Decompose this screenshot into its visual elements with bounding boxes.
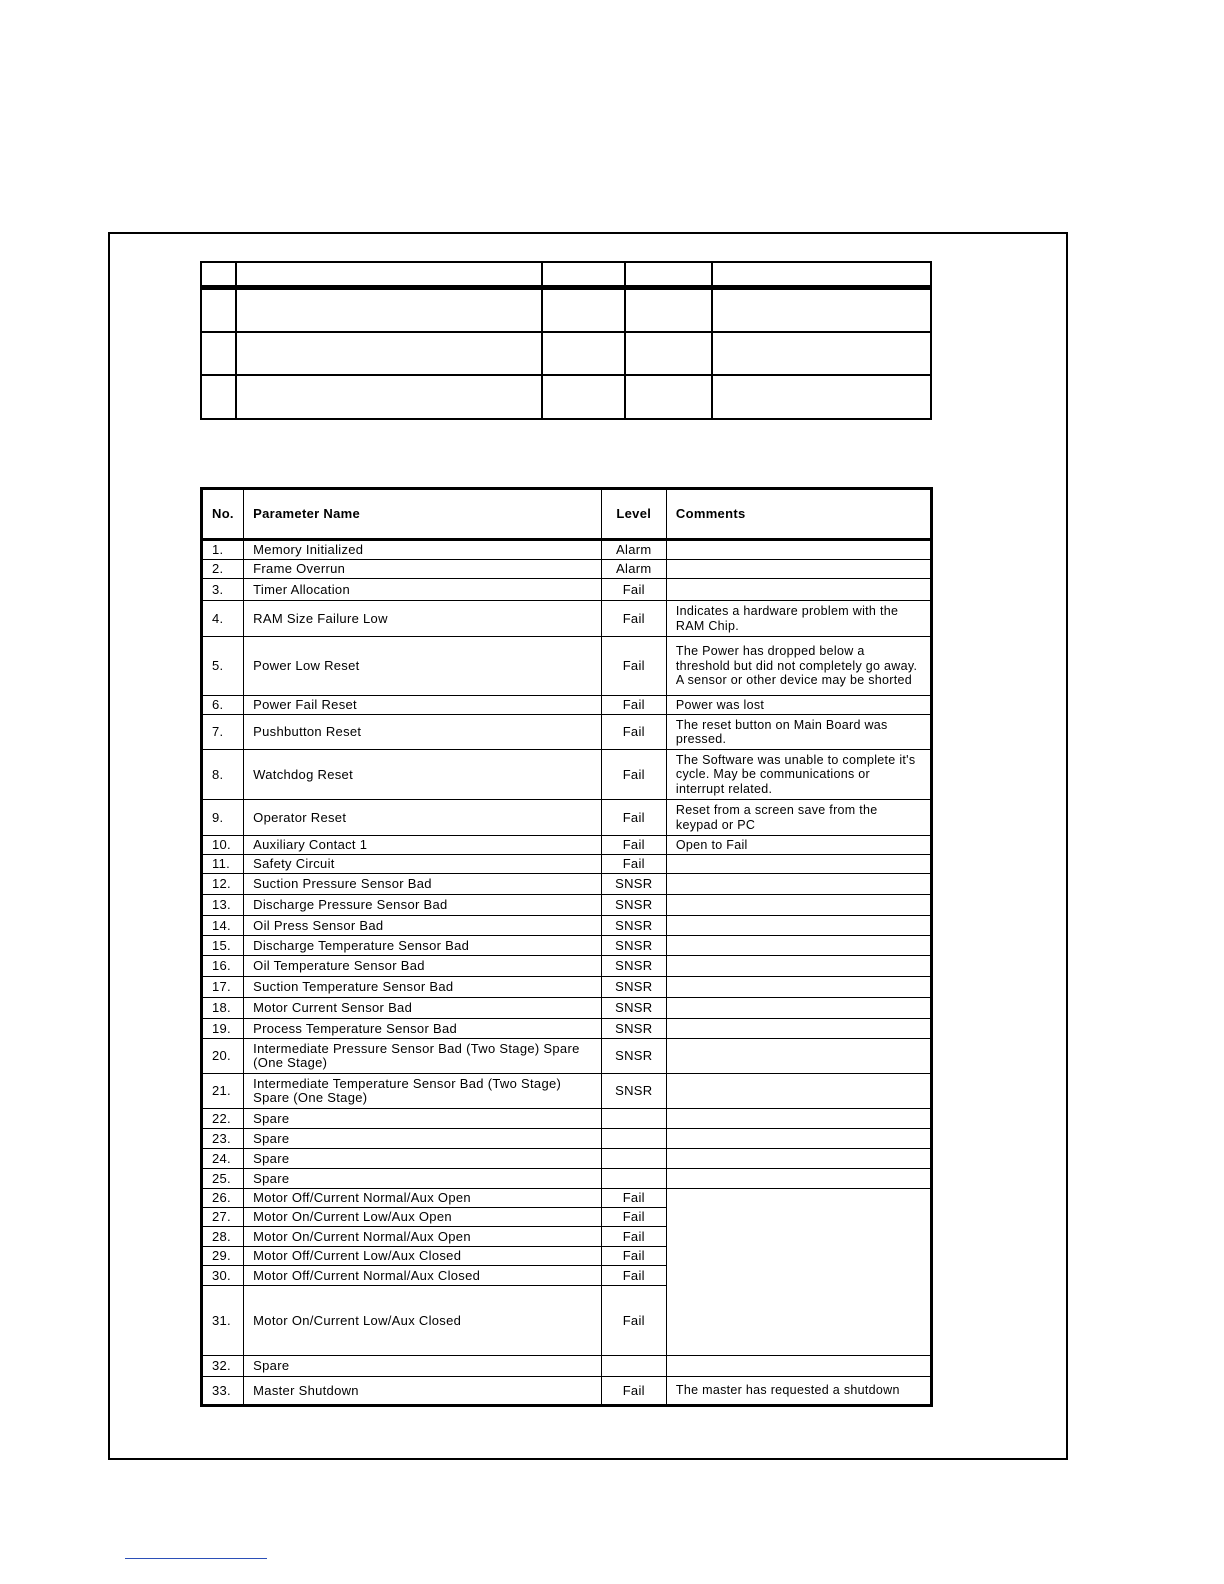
- row-level: [601, 1129, 666, 1149]
- row-no: 32.: [202, 1356, 244, 1377]
- row-level: SNSR: [601, 895, 666, 916]
- row-no: 10.: [202, 836, 244, 855]
- row-name: Suction Pressure Sensor Bad: [244, 874, 601, 895]
- row-level: SNSR: [601, 1019, 666, 1039]
- row-level: SNSR: [601, 1039, 666, 1074]
- row-name: Safety Circuit: [244, 855, 601, 874]
- row-comment: [666, 1356, 931, 1377]
- row-comment: [666, 1109, 931, 1129]
- table-row: [202, 1129, 932, 1149]
- row-name: Motor Off/Current Low/Aux Closed: [244, 1247, 601, 1266]
- row-name: Intermediate Temperature Sensor Bad (Two Stage) Spare (One Stage): [244, 1074, 601, 1109]
- table-row: [202, 601, 932, 637]
- row-comment: [666, 1129, 931, 1149]
- row-level: Fail: [601, 800, 666, 836]
- row-comment: [666, 977, 931, 998]
- row-name: Auxiliary Contact 1: [244, 836, 601, 855]
- row-no: 26.: [202, 1189, 244, 1208]
- row-level: Fail: [601, 1266, 666, 1286]
- row-comment: [666, 540, 931, 560]
- row-no: 22.: [202, 1109, 244, 1129]
- row-no: 3.: [202, 579, 244, 601]
- row-comment: [666, 874, 931, 895]
- row-no: 31.: [202, 1286, 244, 1356]
- row-no: 1.: [202, 540, 244, 560]
- row-level: Fail: [601, 715, 666, 750]
- row-name: Pushbutton Reset: [244, 715, 601, 750]
- row-comment: [666, 895, 931, 916]
- table-row: [202, 1189, 932, 1208]
- row-comment: The reset button on Main Board was pressed.: [666, 715, 931, 750]
- row-name: Suction Temperature Sensor Bad: [244, 977, 601, 998]
- row-level: SNSR: [601, 916, 666, 936]
- row-comment: [666, 998, 931, 1019]
- table-row: [202, 1019, 932, 1039]
- row-name: Oil Press Sensor Bad: [244, 916, 601, 936]
- row-level: Fail: [601, 696, 666, 715]
- row-no: 6.: [202, 696, 244, 715]
- row-name: Spare: [244, 1129, 601, 1149]
- table-row: [202, 560, 932, 579]
- row-name: Oil Temperature Sensor Bad: [244, 956, 601, 977]
- row-no: 27.: [202, 1208, 244, 1227]
- row-level: Fail: [601, 836, 666, 855]
- row-name: Discharge Temperature Sensor Bad: [244, 936, 601, 956]
- row-name: Power Low Reset: [244, 637, 601, 696]
- row-name: Spare: [244, 1356, 601, 1377]
- row-comment: The master has requested a shutdown: [666, 1377, 931, 1406]
- row-comment: [666, 1039, 931, 1074]
- table-row: [202, 1074, 932, 1109]
- row-level: Fail: [601, 1247, 666, 1266]
- row-name: Operator Reset: [244, 800, 601, 836]
- row-level: SNSR: [601, 874, 666, 895]
- table-row: [202, 1377, 932, 1406]
- row-level: Fail: [601, 1286, 666, 1356]
- row-name: RAM Size Failure Low: [244, 601, 601, 637]
- row-name: Spare: [244, 1109, 601, 1129]
- row-no: 5.: [202, 637, 244, 696]
- row-name: Motor On/Current Normal/Aux Open: [244, 1227, 601, 1247]
- table-header-row: [202, 489, 932, 540]
- row-no: 4.: [202, 601, 244, 637]
- table-row: [202, 916, 932, 936]
- row-comment: The Software was unable to complete it's cycle. May be communications or interrupt related.: [666, 750, 931, 800]
- row-level: Fail: [601, 1227, 666, 1247]
- row-name: Memory Initialized: [244, 540, 601, 560]
- row-level: Fail: [601, 1377, 666, 1406]
- row-name: Process Temperature Sensor Bad: [244, 1019, 601, 1039]
- row-name: Frame Overrun: [244, 560, 601, 579]
- row-name: Motor On/Current Low/Aux Open: [244, 1208, 601, 1227]
- row-no: 11.: [202, 855, 244, 874]
- header-comments: Comments: [666, 489, 931, 540]
- row-no: 33.: [202, 1377, 244, 1406]
- table-row: [202, 855, 932, 874]
- row-no: 14.: [202, 916, 244, 936]
- row-no: 8.: [202, 750, 244, 800]
- row-level: [601, 1149, 666, 1169]
- row-name: Intermediate Pressure Sensor Bad (Two Stage) Spare (One Stage): [244, 1039, 601, 1074]
- row-no: 29.: [202, 1247, 244, 1266]
- table-row: [202, 1109, 932, 1129]
- table-row: [202, 998, 932, 1019]
- row-no: 23.: [202, 1129, 244, 1149]
- row-no: 25.: [202, 1169, 244, 1189]
- header-level: Level: [601, 489, 666, 540]
- table-row: [202, 540, 932, 560]
- table-row: [202, 1149, 932, 1169]
- empty-header-table: [200, 261, 932, 420]
- row-no: 12.: [202, 874, 244, 895]
- parameter-table: [200, 487, 933, 1407]
- row-name: Discharge Pressure Sensor Bad: [244, 895, 601, 916]
- footer-link-underline[interactable]: [125, 1558, 267, 1559]
- row-no: 18.: [202, 998, 244, 1019]
- row-name: Watchdog Reset: [244, 750, 601, 800]
- row-level: Fail: [601, 637, 666, 696]
- row-level: [601, 1169, 666, 1189]
- row-name: Motor Off/Current Normal/Aux Open: [244, 1189, 601, 1208]
- row-comment: [666, 1019, 931, 1039]
- row-no: 16.: [202, 956, 244, 977]
- row-no: 9.: [202, 800, 244, 836]
- row-name: Motor On/Current Low/Aux Closed: [244, 1286, 601, 1356]
- table-row: [202, 977, 932, 998]
- row-comment: [666, 560, 931, 579]
- header-parameter-name: Parameter Name: [244, 489, 601, 540]
- row-name: Spare: [244, 1169, 601, 1189]
- row-no: 7.: [202, 715, 244, 750]
- row-level: SNSR: [601, 936, 666, 956]
- row-name: Spare: [244, 1149, 601, 1169]
- table-row: [202, 696, 932, 715]
- table-row: [202, 836, 932, 855]
- table-row: [202, 895, 932, 916]
- row-level: [601, 1356, 666, 1377]
- row-level: SNSR: [601, 1074, 666, 1109]
- row-level: Fail: [601, 1208, 666, 1227]
- row-level: SNSR: [601, 977, 666, 998]
- table-row: [202, 1356, 932, 1377]
- row-comment: [666, 936, 931, 956]
- row-name: Power Fail Reset: [244, 696, 601, 715]
- row-level: [601, 1109, 666, 1129]
- row-level: SNSR: [601, 956, 666, 977]
- row-no: 28.: [202, 1227, 244, 1247]
- row-name: Timer Allocation: [244, 579, 601, 601]
- row-comment: [666, 1149, 931, 1169]
- row-comment-merged: [666, 1189, 931, 1356]
- row-comment: Indicates a hardware problem with the RAM Chip.: [666, 601, 931, 637]
- row-comment: The Power has dropped below a threshold but did not completely go away. A sensor or other device may be shorted: [666, 637, 931, 696]
- row-name: Master Shutdown: [244, 1377, 601, 1406]
- row-no: 15.: [202, 936, 244, 956]
- table-row: [202, 1039, 932, 1074]
- row-name: Motor Current Sensor Bad: [244, 998, 601, 1019]
- header-no: No.: [202, 489, 244, 540]
- row-comment: [666, 916, 931, 936]
- table-row: [202, 956, 932, 977]
- row-level: Fail: [601, 1189, 666, 1208]
- row-no: 24.: [202, 1149, 244, 1169]
- table-row: [202, 936, 932, 956]
- row-comment: [666, 579, 931, 601]
- row-comment: Open to Fail: [666, 836, 931, 855]
- row-no: 2.: [202, 560, 244, 579]
- row-no: 19.: [202, 1019, 244, 1039]
- table-row: [202, 579, 932, 601]
- row-level: Fail: [601, 750, 666, 800]
- row-level: Fail: [601, 601, 666, 637]
- row-level: Fail: [601, 579, 666, 601]
- row-comment: [666, 1074, 931, 1109]
- row-comment: [666, 855, 931, 874]
- table-row: [202, 1169, 932, 1189]
- row-comment: Reset from a screen save from the keypad or PC: [666, 800, 931, 836]
- row-no: 13.: [202, 895, 244, 916]
- row-level: Alarm: [601, 560, 666, 579]
- row-comment: [666, 956, 931, 977]
- table-row: [202, 750, 932, 800]
- row-comment: Power was lost: [666, 696, 931, 715]
- table-row: [202, 874, 932, 895]
- row-no: 20.: [202, 1039, 244, 1074]
- row-comment: [666, 1169, 931, 1189]
- row-no: 30.: [202, 1266, 244, 1286]
- row-level: Alarm: [601, 540, 666, 560]
- table-row: [202, 637, 932, 696]
- row-level: Fail: [601, 855, 666, 874]
- row-name: Motor Off/Current Normal/Aux Closed: [244, 1266, 601, 1286]
- row-no: 17.: [202, 977, 244, 998]
- row-level: SNSR: [601, 998, 666, 1019]
- table-row: [202, 715, 932, 750]
- row-no: 21.: [202, 1074, 244, 1109]
- table-row: [202, 800, 932, 836]
